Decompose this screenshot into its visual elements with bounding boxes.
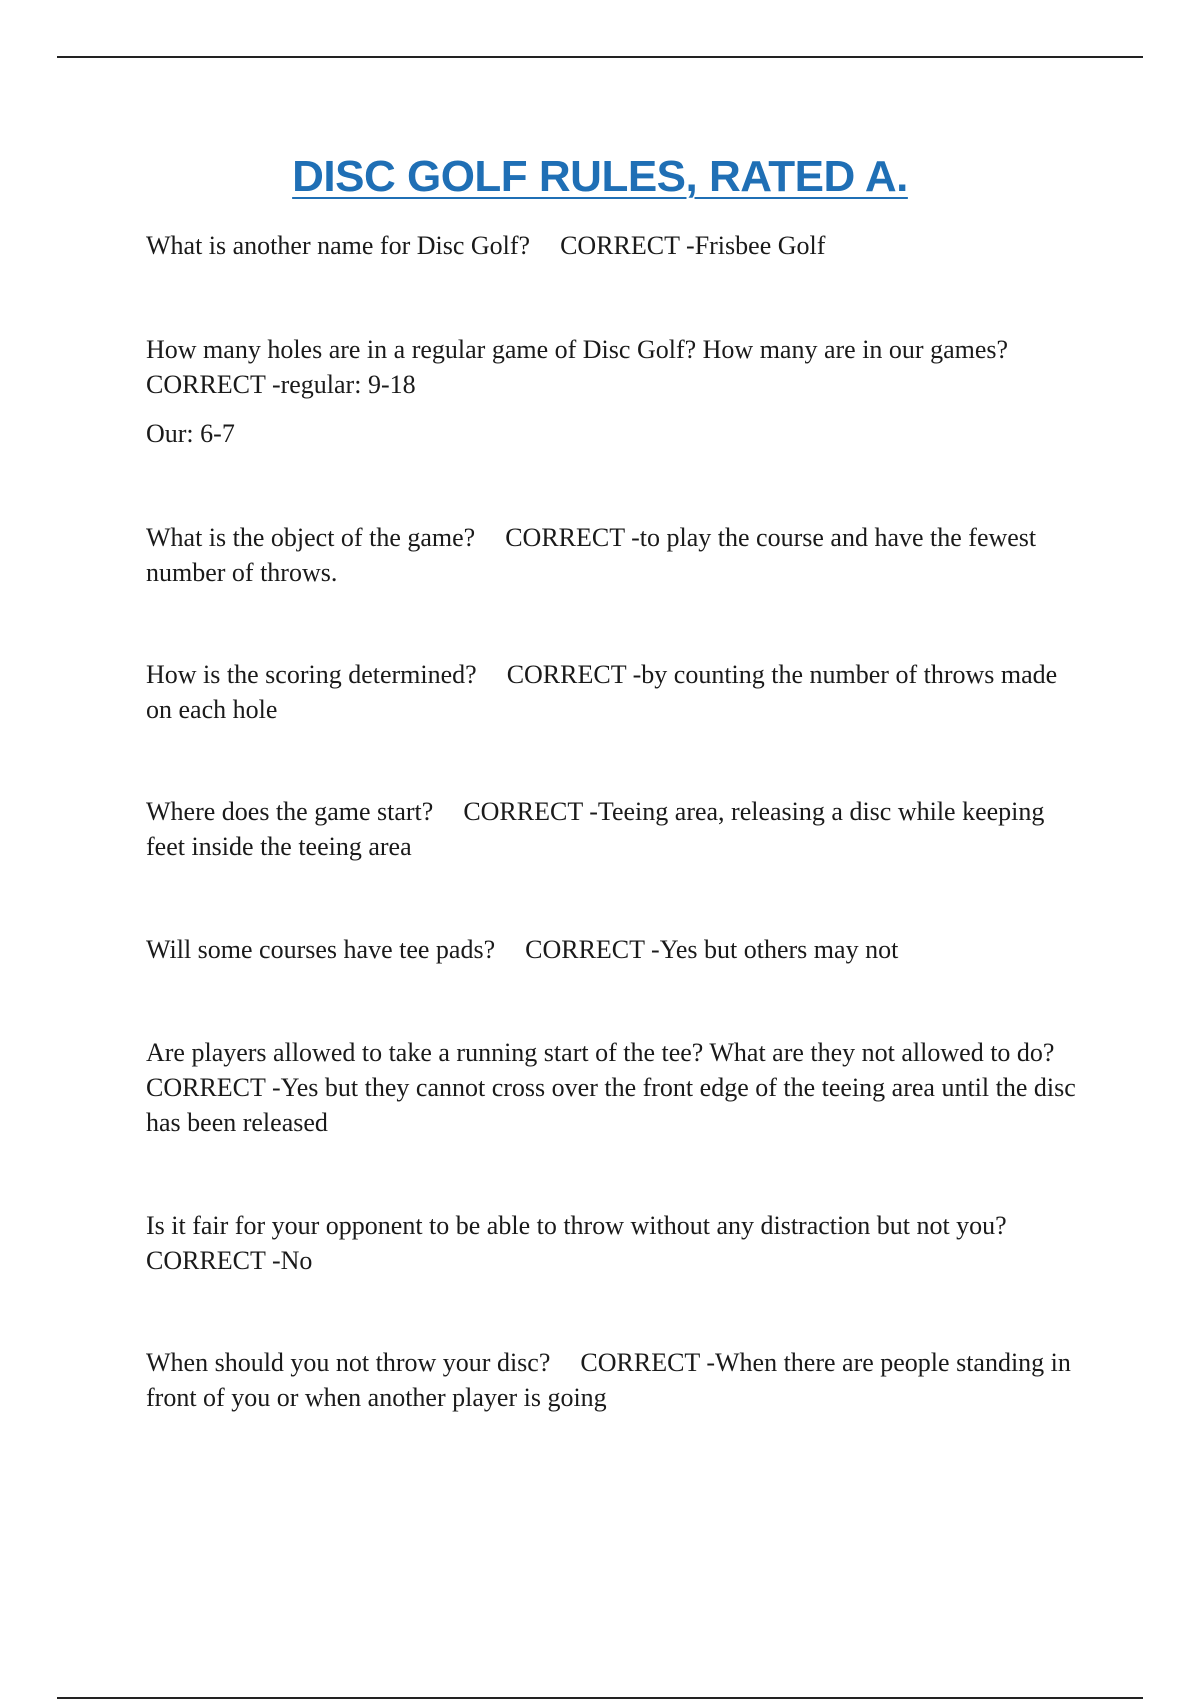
qa-item-2 — [146, 332, 1086, 451]
qa-item-6 — [146, 932, 1086, 967]
answer-7: CORRECT -Yes but they cannot cross over the front edge of the teeing area until the disc has been released — [146, 1073, 1076, 1137]
qa-item-1 — [146, 228, 1086, 263]
question-7: Are players allowed to take a running start of the tee? What are they not allowed to do? — [146, 1038, 1055, 1067]
question-1: What is another name for Disc Golf? — [146, 231, 531, 260]
document-title — [0, 152, 1200, 202]
qa-item-3 — [146, 520, 1086, 590]
answer-9: CORRECT -When there are people standing in front of you or when another player is going — [146, 1348, 1071, 1412]
bottom-rule — [57, 1697, 1143, 1699]
answer-2-extra: Our: 6-7 — [146, 419, 235, 448]
qa-item-5 — [146, 794, 1086, 864]
question-3: What is the object of the game? — [146, 523, 476, 552]
answer-3: CORRECT -to play the course and have the fewest number of throws. — [146, 523, 1037, 587]
answer-8: CORRECT -No — [146, 1246, 313, 1275]
top-rule — [57, 56, 1143, 58]
answer-5: CORRECT -Teeing area, releasing a disc while keeping feet inside the teeing area — [146, 797, 1045, 861]
question-2: How many holes are in a regular game of Disc Golf? How many are in our games? — [146, 335, 1009, 364]
qa-item-8 — [146, 1208, 1086, 1278]
question-9: When should you not throw your disc? — [146, 1348, 551, 1377]
answer-2: CORRECT -regular: 9-18 — [146, 370, 416, 399]
answer-1: CORRECT -Frisbee Golf — [560, 231, 826, 260]
question-8: Is it fair for your opponent to be able to throw without any distraction but not you? — [146, 1211, 1007, 1240]
qa-item-9 — [146, 1345, 1086, 1415]
question-5: Where does the game start? — [146, 797, 434, 826]
question-6: Will some courses have tee pads? — [146, 935, 496, 964]
qa-item-4 — [146, 657, 1086, 727]
qa-item-7 — [146, 1035, 1086, 1140]
title-text: DISC GOLF RULES, RATED A. — [292, 152, 908, 201]
question-4: How is the scoring determined? — [146, 660, 477, 689]
answer-4: CORRECT -by counting the number of throws made on each hole — [146, 660, 1058, 724]
answer-6: CORRECT -Yes but others may not — [525, 935, 899, 964]
